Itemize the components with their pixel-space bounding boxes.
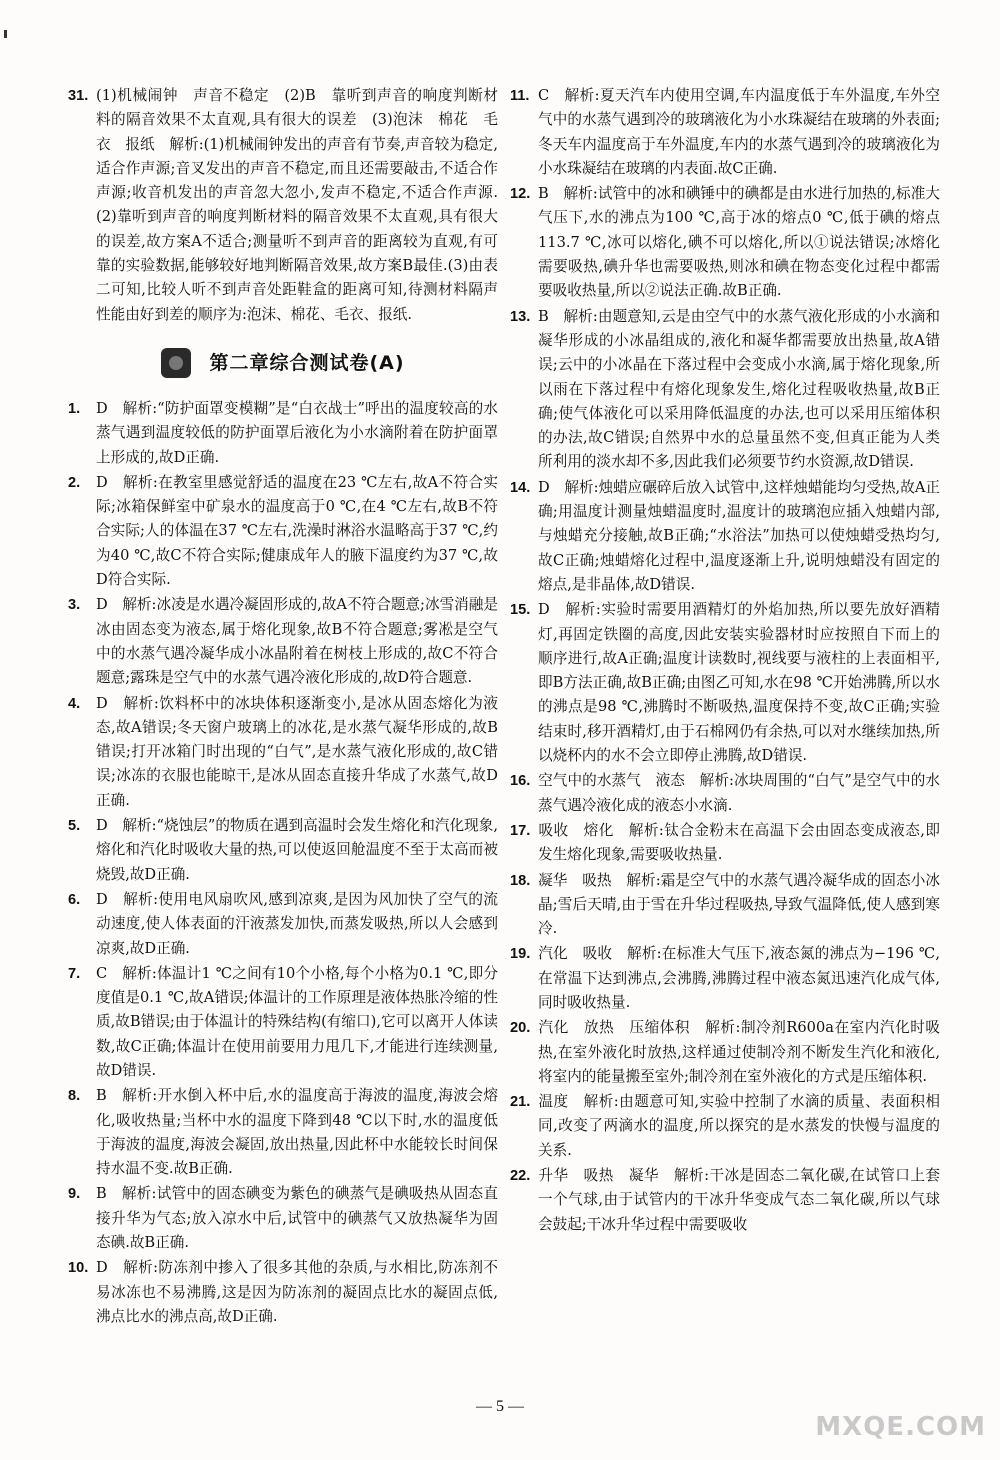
- answer-item: [510, 305, 940, 475]
- left-answers-top: [68, 84, 498, 327]
- answer-number: 14.: [510, 479, 531, 496]
- answer-number: 3.: [68, 597, 81, 614]
- answer-number: 17.: [510, 822, 531, 839]
- answer-item: [510, 182, 940, 303]
- answer-number: 6.: [68, 891, 81, 908]
- answer-text: D 解析:防冻剂中掺入了很多其他的杂质,与水相比,防冻剂不易冰冻也不易沸腾,这是因为防冻剂的凝固点比水的凝固点低,沸点比水的沸点高,故D正确.: [96, 1259, 498, 1325]
- answer-text: 温度 解析:由题意可知,实验中控制了水滴的质量、表面积相同,改变了两滴水的温度,所以探究的是水蒸发的快慢与温度的关系.: [538, 1093, 940, 1159]
- answer-text: 升华 吸热 凝华 解析:干冰是固态二氧化碳,在试管口上套一个气球,由于试管内的干冰升华变成气态二氧化碳,所以气球会鼓起;干冰升华过程中需要吸收: [538, 1167, 940, 1233]
- answer-item: [68, 1182, 498, 1255]
- answer-number: 9.: [68, 1186, 81, 1203]
- answer-text: C 解析:夏天汽车内使用空调,车内温度低于车外温度,车外空气中的水蒸气遇到冷的玻璃液化为小水珠凝结在玻璃的外表面;冬天车内温度高于车外温度,车内的水蒸气遇到冷的玻璃液化为小水珠凝结在玻璃的内表面.故C正确.: [538, 87, 940, 177]
- answer-item: [510, 476, 940, 597]
- answer-number: 13.: [510, 308, 531, 325]
- answer-text: D 解析:实验时需要用酒精灯的外焰加热,所以要先放好酒精灯,再固定铁圈的高度,因此安装实验器材时应按照自下而上的顺序进行,故A正确;温度计读数时,视线要与液柱的上表面相平,即B方法正确,故B正确;由图乙可知,水在98 ℃开始沸腾,所以水的沸点是98 ℃,沸腾时不断吸热,温度保持不变,故C正确;实验结束时,移开酒精灯,由于石棉网仍有余热,可以对水继续加热,所以烧杯内的水不会立即停止沸腾,故D错误.: [538, 601, 940, 765]
- answer-number: 16.: [510, 773, 531, 790]
- answer-item: [68, 84, 498, 327]
- page-number: — 5 —: [476, 1398, 524, 1415]
- left-column: [68, 84, 498, 1330]
- answer-item: [510, 1016, 940, 1089]
- answer-number: 1.: [68, 400, 81, 417]
- answer-item: [68, 471, 498, 592]
- right-answers: [510, 84, 940, 1237]
- answer-number: 18.: [510, 872, 531, 889]
- answer-text: C 解析:体温计1 ℃之间有10个小格,每个小格为0.1 ℃,即分度值是0.1 ℃,故A错误;体温计的工作原理是液体热胀冷缩的性质,故B错误;由于体温计的特殊结构(有缩口),它可以离开人体读数,故C正确;体温计在使用前要用力甩几下,才能进行连续测量,故D错误.: [96, 964, 498, 1079]
- answer-text: B 解析:试管中的冰和碘锤中的碘都是由水进行加热的,标准大气压下,水的沸点为100 ℃,高于冰的熔点0 ℃,低于碘的熔点113.7 ℃,冰可以熔化,碘不可以熔化,所以①说法错误;冰熔化需要吸热,碘升华也需要吸热,则冰和碘在物态变化过程中都需要吸收热量,所以②说法正确.故B正确.: [538, 185, 940, 300]
- answer-item: [68, 888, 498, 961]
- watermark-logo: MXQE.COM: [815, 1412, 986, 1442]
- answer-number: 7.: [68, 965, 81, 982]
- answer-text: (1)机械闹钟 声音不稳定 (2)B 靠听到声音的响度判断材料的隔音效果不太直观,具有很大的误差 (3)泡沫 棉花 毛衣 报纸 解析:(1)机械闹钟发出的声音有节奏,声音较为稳定,适合作声源;音叉发出的声音不稳定,而且还需要敲击,不适合作声源;收音机发出的声音忽大忽小,发声不稳定,不适合作声源.(2)靠听到声音的响度判断材料的隔音效果不太直观,具有很大的误差,故方案A不适合;测量听不到声音的距离较为直观,有可靠的实验数据,能够较好地判断隔音效果,故方案B最佳.(3)由表二可知,比较人听不到声音处距鞋盒的距离可知,待测材料隔声性能由好到差的顺序为:泡沫、棉花、毛衣、报纸.: [96, 87, 498, 323]
- answer-item: [510, 819, 940, 868]
- answer-item: [68, 692, 498, 813]
- answer-text: D 解析:冰凌是水遇冷凝固形成的,故A不符合题意;冰雪消融是冰由固态变为液态,属于熔化现象,故B不符合题意;雾凇是空气中的水蒸气遇冷凝华成小冰晶附着在树枝上形成的,故C不符合题意;露珠是空气中的水蒸气遇冷液化形成的,故D符合题意.: [96, 596, 498, 687]
- answer-number: 10.: [68, 1260, 89, 1277]
- answer-text: B 解析:开水倒入杯中后,水的温度高于海波的温度,海波会熔化,吸收热量;当杯中水的温度下降到48 ℃以下时,水的温度低于海波的温度,海波会凝固,放出热量,因此杯中水能较长时间保持水温不变.故B正确.: [96, 1087, 498, 1178]
- answer-number: 5.: [68, 818, 81, 835]
- answer-item: [510, 942, 940, 1015]
- answer-text: 汽化 吸收 解析:在标准大气压下,液态氮的沸点为−196 ℃,在常温下达到沸点,会沸腾,沸腾过程中液态氮迅速汽化成气体,同时吸收热量.: [538, 945, 940, 1011]
- answer-text: D 解析:使用电风扇吹风,感到凉爽,是因为风加快了空气的流动速度,使人体表面的汗液蒸发加快,而蒸发吸热,所以人会感到凉爽,故D正确.: [96, 890, 498, 957]
- corner-mark: [4, 30, 7, 38]
- answer-text: D 解析:在教室里感觉舒适的温度在23 ℃左右,故A不符合实际;冰箱保鲜室中矿泉水的温度高于0 ℃,在4 ℃左右,故B不符合实际;人的体温在37 ℃左右,洗澡时淋浴水温略高于37 ℃,约为40 ℃,故C不符合实际;健康成年人的腋下温度约为37 ℃,故D符合实际.: [96, 473, 498, 589]
- answer-text: D 解析:饮料杯中的冰块体积逐渐变小,是冰从固态熔化为液态,故A错误;冬天窗户玻璃上的冰花,是水蒸气凝华形成的,故B错误;打开冰箱门时出现的“白气”,是水蒸气液化形成的,故C错误;冰冻的衣服也能晾干,是冰从固态直接升华成了水蒸气,故D正确.: [96, 694, 498, 809]
- answer-item: [68, 593, 498, 690]
- answer-item: [510, 1164, 940, 1237]
- left-answers-bottom: [68, 397, 498, 1329]
- answer-text: D 解析:烛蜡应碾碎后放入试管中,这样烛蜡能均匀受热,故A正确;用温度计测量烛蜡温度时,温度计的玻璃泡应插入烛蜡内部,与烛蜡充分接触,故B正确;“水浴法”加热可以使烛蜡受热均匀,故C正确;烛蜡熔化过程中,温度逐渐上升,说明烛蜡没有固定的熔点,是非晶体,故D错误.: [538, 478, 940, 593]
- answer-number: 8.: [68, 1088, 81, 1105]
- answer-item: [510, 1090, 940, 1163]
- section-heading: [68, 345, 498, 381]
- answer-item: [68, 962, 498, 1083]
- answer-number: 12.: [510, 186, 531, 203]
- answer-text: 凝华 吸热 解析:霜是空气中的水蒸气遇冷凝华成的固态小冰晶;雪后天晴,由于雪在升华过程吸热,导致气温降低,使人感到寒冷.: [538, 871, 940, 938]
- section-badge-icon: [161, 348, 191, 378]
- answer-text: B 解析:由题意知,云是由空气中的水蒸气液化形成的小水滴和凝华形成的小冰晶组成的,液化和凝华都需要放出热量,故A错误;云中的小冰晶在下落过程中会变成小水滴,属于熔化现象,所以雨在下落过程中有熔化现象发生,熔化过程吸收热量,故B正确;使气体液化可以采用降低温度的办法,也可以采用压缩体积的办法,故C错误;自然界中水的总量虽然不变,但真正能为人类所利用的淡水却不多,因此我们必须要节约水资源,故D错误.: [538, 307, 940, 471]
- answer-item: [510, 769, 940, 818]
- answer-number: 22.: [510, 1168, 531, 1185]
- answer-number: 4.: [68, 695, 81, 712]
- answer-number: 15.: [510, 602, 531, 619]
- answer-text: B 解析:试管中的固态碘变为紫色的碘蒸气是碘吸热从固态直接升华为气态;放入凉水中后,试管中的碘蒸气又放热凝华为固态碘.故B正确.: [96, 1185, 498, 1252]
- answer-item: [510, 84, 940, 181]
- answer-text: D 解析:“烧蚀层”的物质在遇到高温时会发生熔化和汽化现象,熔化和汽化时吸收大量的热,可以使返回舱温度不至于太高而被烧毁,故D正确.: [96, 817, 498, 883]
- answer-item: [68, 1256, 498, 1329]
- answer-number: 19.: [510, 946, 531, 963]
- answer-text: 空气中的水蒸气 液态 解析:冰块周围的“白气”是空气中的水蒸气遇冷液化成的液态小水滴.: [538, 772, 940, 814]
- answer-item: [68, 814, 498, 887]
- section-title: 第二章综合测试卷(A): [209, 351, 405, 374]
- answer-number: 21.: [510, 1094, 531, 1111]
- right-column: [510, 84, 940, 1238]
- answer-number: 2.: [68, 474, 81, 491]
- answer-text: D 解析:“防护面罩变模糊”是“白衣战士”呼出的温度较高的水蒸气遇到温度较低的防护面罩后液化为小水滴附着在防护面罩上形成的,故D正确.: [96, 399, 498, 466]
- answer-number: 11.: [510, 88, 530, 104]
- answer-number: 20.: [510, 1020, 531, 1037]
- answer-text: 吸收 熔化 解析:钛合金粉末在高温下会由固态变成液态,即发生熔化现象,需要吸收热量.: [538, 821, 940, 864]
- answer-item: [510, 869, 940, 942]
- answer-item: [510, 598, 940, 768]
- answer-item: [68, 397, 498, 470]
- answer-text: 汽化 放热 压缩体积 解析:制冷剂R600a在室内汽化时吸热,在室外液化时放热,这样通过使制冷剂不断发生汽化和液化,将室内的能量搬至室外;制冷剂在室外液化的方式是压缩体积.: [538, 1019, 940, 1085]
- answer-number: 31.: [68, 88, 89, 104]
- answer-item: [68, 1084, 498, 1181]
